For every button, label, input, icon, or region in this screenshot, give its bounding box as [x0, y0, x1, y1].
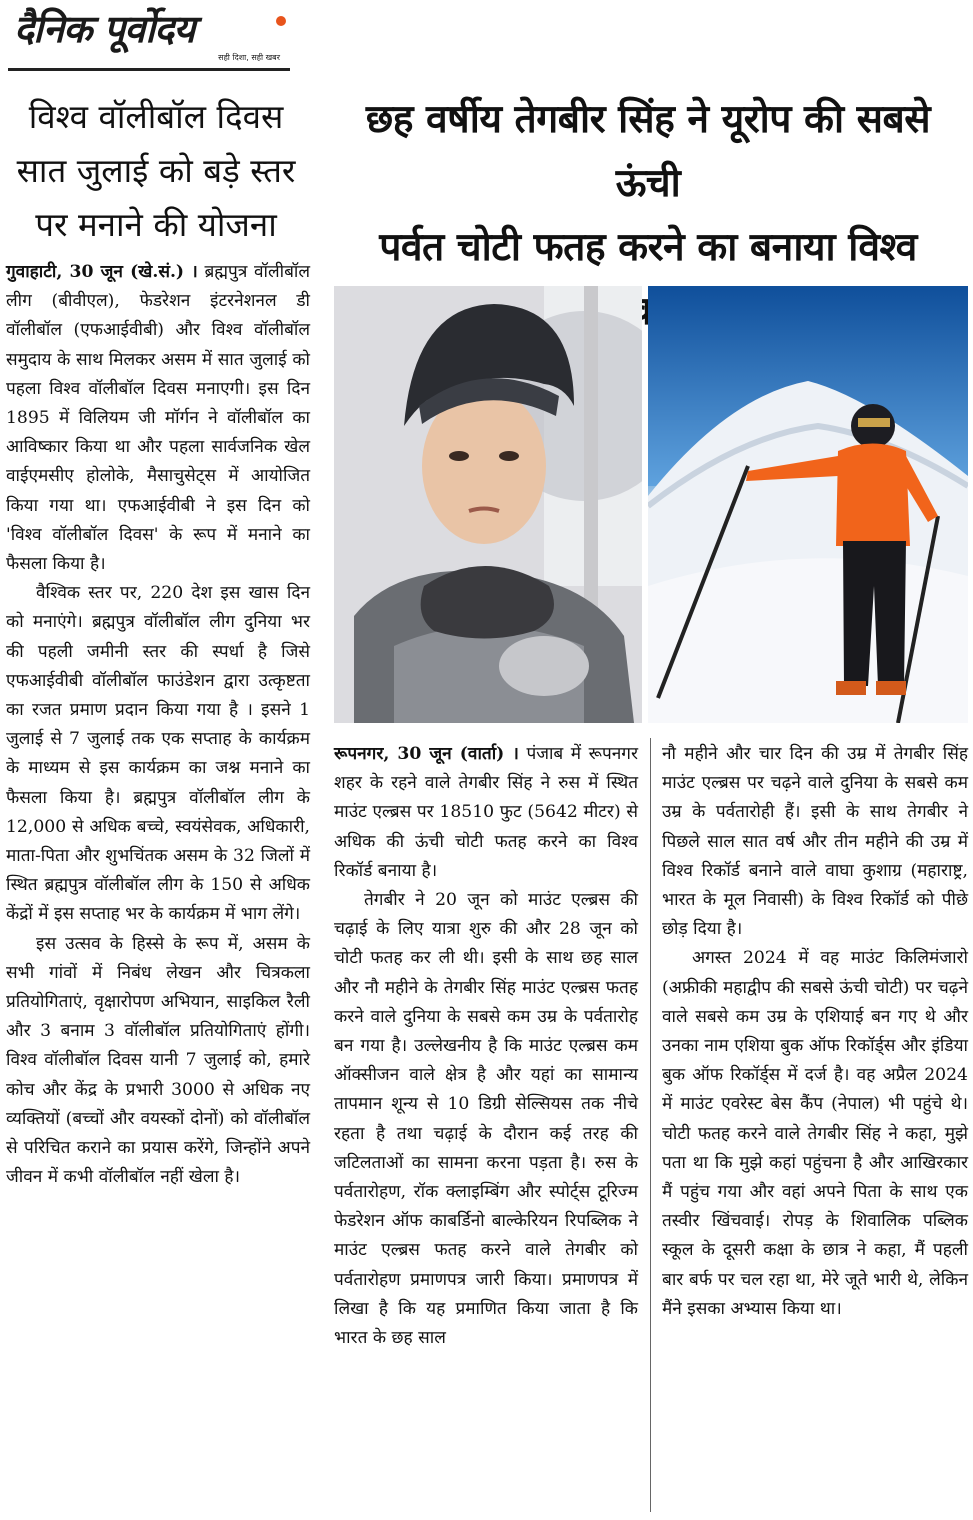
newspaper-logo: दैनिक पूर्वोदय — [14, 7, 195, 51]
paragraph: नौ महीने और चार दिन की उम्र में तेगबीर सिंह माउंट एल्ब्रस पर चढ़ने वाले दुनिया के सबसे कम उम्र के पर्वतारोही हैं। इसी के साथ तेगबीर ने पिछले साल सात वर्ष और तीन महीने की उम्र में विश्व रिकॉर्ड बनाने वाले वाघा कुशाग्र (महाराष्ट्र, भारत के मूल निवासी) के विश्व रिकॉर्ड को पीछे छोड़ दिया है। — [662, 744, 968, 940]
main-headline-line: पर्वत चोटी फतह करने का बनाया विश्व — [379, 225, 917, 270]
paragraph: अगस्त 2024 में वह माउंट किलिमंजारो (अफ्रीकी महाद्वीप की सबसे ऊंची चोटी) पर चढ़ने वाले सबसे कम उम्र के एशियाई बन गए थे और उनका नाम एशिया बुक ऑफ रिकॉर्ड्स और इंडिया बुक ऑफ रिकॉर्ड्स में दर्ज है। वह अप्रैल 2024 में माउंट एवरेस्ट बेस कैंप (नेपाल) भी पहुंचे थे। चोटी फतह करने वाले तेगबीर सिंह ने कहा, मुझे पता था कि मुझे कहां पहुंचना है और आखिरकार मैं पहुंच गया और वहां अपने पिता के साथ एक तस्वीर खिंचवाई। रोपड़ के शिवालिक पब्लिक स्कूल के दूसरी कक्षा के छात्र ने कहा, मैं पहली बार बर्फ पर चल रहा था, मेरे जूते भारी थे, लेकिन मैंने इसका अभ्यास किया था। — [662, 948, 968, 1319]
left-dateline: गुवाहाटी, 30 जून (खे.सं.) । — [6, 262, 198, 282]
article-photos — [334, 286, 968, 723]
left-headline-line: पर मनाने की योजना — [35, 205, 277, 244]
main-article-column-1 — [334, 740, 638, 1353]
main-headline-line: छह वर्षीय तेगबीर सिंह ने यूरोप की सबसे ऊंची — [365, 97, 931, 206]
left-headline-line: विश्व वॉलीबॉल दिवस — [28, 97, 284, 136]
column-divider — [650, 738, 651, 1512]
boy-portrait-photo — [334, 286, 642, 723]
left-article-headline — [6, 90, 306, 252]
main-dateline: रूपनगर, 30 जून (वार्ता) । — [334, 744, 519, 764]
paragraph: पंजाब में रूपनगर शहर के रहने वाले तेगबीर सिंह ने रुस में स्थित माउंट एल्ब्रस पर 18510 फुट (5642 मीटर) से अधिक की ऊंची चोटी फतह करने का विश्व रिकॉर्ड बनाया है। — [334, 744, 639, 881]
mountain-summit-illustration — [648, 286, 968, 723]
boy-portrait-illustration — [334, 286, 642, 723]
paragraph: तेगबीर ने 20 जून को माउंट एल्ब्रस की चढ़ाई के लिए यात्रा शुरु की और 28 जून को चोटी फतह कर ली थी। इसी के साथ छह साल और नौ महीने के तेगबीर सिंह माउंट एल्ब्रस फतह करने वाले दुनिया के सबसे कम उम्र के पर्वतारोह बन गया है। उल्लेखनीय है कि माउंट एल्ब्रस कम ऑक्सीजन वाले क्षेत्र है और यहां का सामान्य तापमान शून्य से 10 डिग्री सेल्सियस तक नीचे रहता है तथा चढ़ाई के दौरान कई तरह की जटिलताओं का सामना करना पड़ता है। रुस के पर्वतारोहण, रॉक क्लाइम्बिंग और स्पोर्ट्स टूरिज्म फेडरेशन ऑफ काबर्डिनो बाल्केरियन रिपब्लिक ने माउंट एल्ब्रस फतह करने वाले तेगबीर को पर्वतारोहण प्रमाणपत्र जारी किया। प्रमाणपत्र में लिखा है कि यह प्रमाणित किया जाता है कि भारत के छह साल — [334, 890, 638, 1349]
masthead-tagline: सही दिशा, सही खबर — [218, 53, 280, 62]
mountain-summit-photo — [648, 286, 968, 723]
masthead — [8, 4, 290, 76]
left-article-body — [6, 258, 310, 1193]
paragraph: इस उत्सव के हिस्से के रूप में, असम के सभी गांवों में निबंध लेखन और चित्रकला प्रतियोगिताएं, वृक्षारोपण अभियान, साइकिल रैली और 3 बनाम 3 वॉलीबॉल प्रतियोगिताएं होंगी। विश्व वॉलीबॉल दिवस यानी 7 जुलाई को, हमारे कोच और केंद्र के प्रभारी 3000 से अधिक नए व्यक्तियों (बच्चों और वयस्कों दोनों) को वॉलीबॉल से परिचित कराने का प्रयास करेंगे, जिन्होंने अपने जीवन में कभी वॉलीबॉल नहीं खेला है। — [6, 933, 310, 1188]
logo-dot-icon — [276, 16, 286, 26]
paragraph: वैश्विक स्तर पर, 220 देश इस खास दिन को मनाएंगे। ब्रह्मपुत्र वॉलीबॉल लीग दुनिया भर की पहली जमीनी स्तर की स्पर्धा है जिसे एफआईवीबी वॉलीबॉल फाउंडेशन द्वारा उत्कृष्टता का रजत प्रमाण प्रदान किया गया है । इसने 1 जुलाई से 7 जुलाई तक एक सप्ताह के कार्यक्रम के माध्यम से इस कार्यक्रम का जश्न मनाने का फैसला किया है। ब्रह्मपुत्र वॉलीबॉल लीग के 12,000 से अधिक बच्चे, स्वयंसेवक, अधिकारी, माता-पिता और शुभचिंतक असम के 32 जिलों में स्थित ब्रह्मपुत्र वॉलीबॉल लीग के 150 से अधिक केंद्रों में इस सप्ताह भर के कार्यक्रम में भाग लेंगे। — [6, 583, 310, 925]
paragraph: ब्रह्मपुत्र वॉलीबॉल लीग (बीवीएल), फेडरेशन इंटरनेशनल डी वॉलीबॉल (एफआईवीबी) और विश्व वॉलीबॉल समुदाय के साथ मिलकर असम में सात जुलाई को पहला विश्व वॉलीबॉल दिवस मनाएगी। इस दिन 1895 में विलियम जी मॉर्गन ने वॉलीबॉल का आविष्कार किया था और पहला सार्वजनिक खेल वाईएमसीए होलोके, मैसाचुसेट्स में आयोजित किया गया था। एफआईवीबी ने इस दिन को 'विश्व वॉलीबॉल दिवस' के रूप में मनाने का फैसला किया है। — [6, 262, 311, 575]
masthead-rule — [8, 68, 290, 71]
main-article-column-2 — [662, 740, 968, 1324]
left-headline-line: सात जुलाई को बड़े स्तर — [16, 151, 296, 190]
